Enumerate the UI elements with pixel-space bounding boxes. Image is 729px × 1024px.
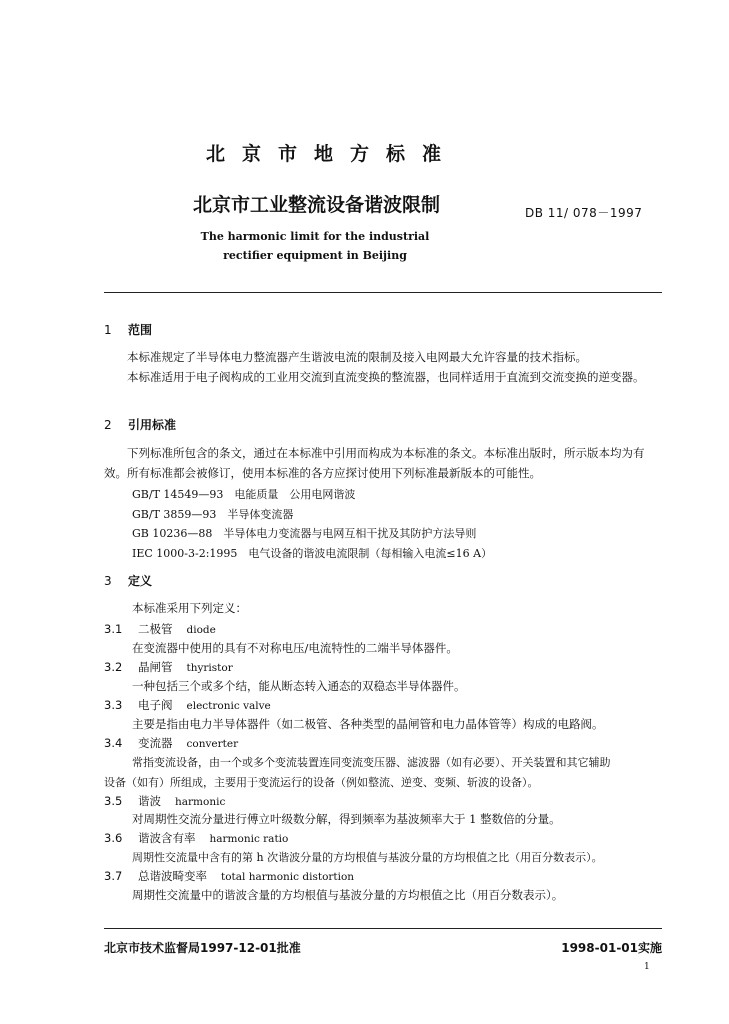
term-number: 3.5 (104, 794, 123, 808)
section-number: 3 (104, 574, 112, 588)
term-diode (104, 621, 216, 637)
term-english: harmonic ratio (209, 833, 289, 845)
term-english: electronic valve (186, 700, 271, 712)
term-name: 晶闸管 (138, 660, 173, 674)
term-english: harmonic (175, 796, 226, 808)
term-name: 变流器 (138, 736, 173, 750)
page-number: 1 (644, 962, 650, 972)
section-3-heading (104, 572, 152, 589)
section-1-heading (104, 321, 152, 338)
section-1-paragraph-2: 本标准适用于电子阀构成的工业用交流到直流变换的整流器，也同样适用于直流到交流变换的逆变器。 (127, 370, 645, 384)
term-english: total harmonic distortion (221, 871, 355, 883)
document-title: 北京市工业整流设备谐波限制 (193, 194, 441, 216)
term-total-harmonic-distortion (104, 868, 354, 884)
term-name: 二极管 (138, 622, 173, 636)
term-thyristor (104, 659, 233, 675)
section-title: 引用标准 (128, 418, 177, 432)
term-name: 总谐波畸变率 (138, 869, 207, 883)
reference-standard: IEC 1000-3-2:1995 电气设备的谐波电流限制（每相输入电流≤16 A） (132, 547, 493, 560)
english-title-line-2: rectifier equipment in Beijing (223, 249, 407, 262)
term-definition: 在变流器中使用的具有不对称电压/电流特性的二端半导体器件。 (132, 641, 458, 655)
term-definition: 周期性交流量中含有的第 h 次谐波分量的方均根值与基波分量的方均根值之比（用百分数表示）。 (132, 851, 603, 864)
footer-divider (104, 928, 662, 929)
term-number: 3.6 (104, 831, 123, 845)
term-definition: 一种包括三个或多个结，能从断态转入通态的双稳态半导体器件。 (132, 679, 466, 693)
reference-standard: GB 10236—88 半导体电力变流器与电网互相干扰及其防护方法导则 (132, 527, 477, 540)
term-english: diode (186, 624, 216, 636)
term-electronic-valve (104, 697, 271, 713)
term-number: 3.7 (104, 869, 123, 883)
term-converter (104, 735, 238, 751)
term-definition-continued: 设备（如有）所组成，主要用于变流运行的设备（例如整流、逆变、变频、斩波的设备）。 (104, 776, 539, 789)
section-2-heading (104, 416, 176, 433)
term-number: 3.1 (104, 622, 123, 636)
document-number: DB 11/ 078－1997 (525, 206, 643, 220)
implementation-date: 1998-01-01实施 (561, 941, 662, 955)
section-2-paragraph-1: 下列标准所包含的条文，通过在本标准中引用而构成为本标准的条文。本标准出版时，所示版本均为有效。所有标准都会被修订，使用本标准的各方应探讨使用下列标准最新版本的可能性。 (104, 446, 645, 480)
header-divider (104, 292, 662, 293)
term-definition: 对周期性交流分量进行傅立叶级数分解，得到频率为基波频率大于 1 整数倍的分量。 (132, 812, 561, 826)
term-name: 电子阀 (138, 698, 173, 712)
approval-info: 北京市技术监督局1997-12-01批准 (104, 941, 301, 955)
term-name: 谐波含有率 (138, 831, 196, 845)
term-definition: 周期性交流量中的谐波含量的方均根值与基波分量的方均根值之比（用百分数表示）。 (132, 888, 564, 902)
english-title-line-1: The harmonic limit for the industrial (200, 230, 430, 243)
section-title: 定义 (128, 574, 153, 588)
reference-standard: GB/T 14549—93 电能质量 公用电网谐波 (132, 488, 356, 501)
section-number: 2 (104, 418, 112, 432)
reference-standard: GB/T 3859—93 半导体变流器 (132, 508, 294, 521)
term-english: converter (186, 738, 239, 750)
term-english: thyristor (186, 662, 233, 674)
standard-type-heading: 北京市地方标准 (206, 143, 459, 165)
term-name: 谐波 (138, 794, 161, 808)
term-harmonic (104, 793, 225, 809)
term-definition: 主要是指由电力半导体器件（如二极管、各种类型的晶闸管和电力晶体管等）构成的电路阀。 (132, 717, 604, 731)
term-number: 3.2 (104, 660, 123, 674)
section-1-paragraph-1: 本标准规定了半导体电力整流器产生谐波电流的限制及接入电网最大允许容量的技术指标。 (127, 350, 587, 364)
term-number: 3.3 (104, 698, 123, 712)
section-number: 1 (104, 323, 112, 337)
section-title: 范围 (128, 323, 153, 337)
term-definition: 常指变流设备，由一个或多个变流装置连同变流变压器、滤波器（如有必要）、开关装置和其它辅助 (132, 756, 611, 769)
section-3-intro: 本标准采用下列定义： (132, 601, 247, 615)
term-harmonic-ratio (104, 830, 288, 846)
term-number: 3.4 (104, 736, 123, 750)
